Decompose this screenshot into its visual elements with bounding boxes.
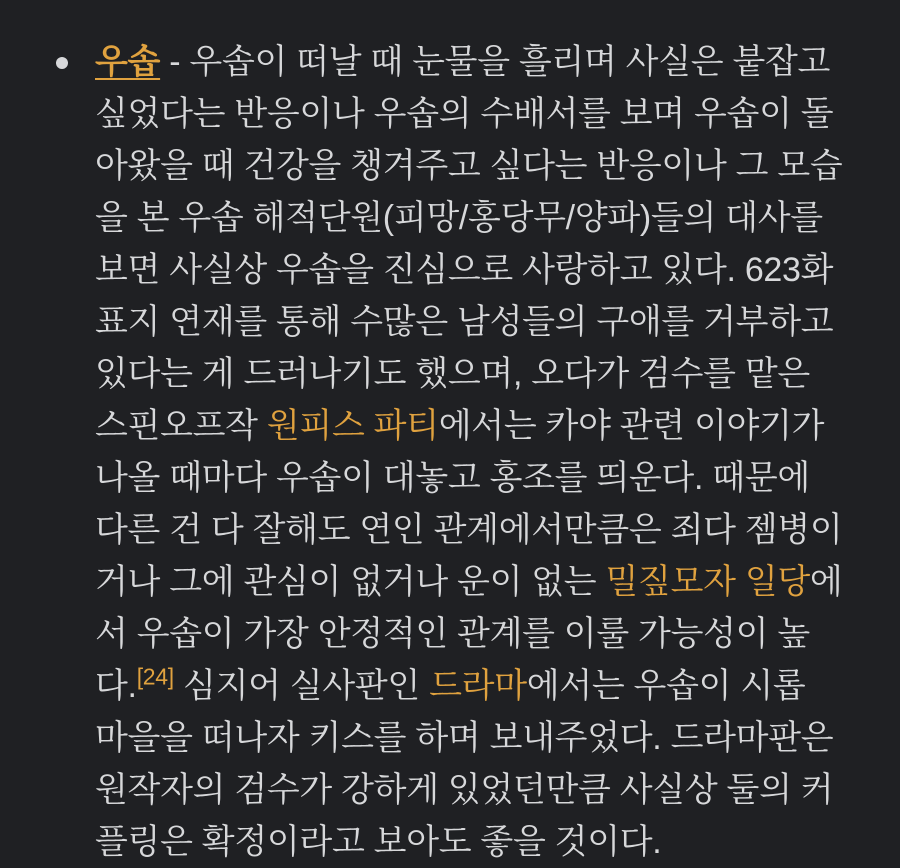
text-run: 에서는 카야 관련 이야기가 나올 때마다 우솝이 대놓고 홍조를 띄운다. 때문에 다른 건 다 잘해도 연인 관계에서만큼은 죄다 젬병이거나 그에 관심이 없거나 운이 없는 <box>95 407 843 601</box>
text-run: 심지어 실사판인 <box>173 667 430 705</box>
text-run: - 우솝이 떠날 때 눈물을 흘리며 사실은 붙잡고 싶었다는 반응이나 우솝의 수배서를 보며 우솝이 돌아왔을 때 건강을 챙겨주고 싶다는 반응이나 그 모습을 본 우솝 해적단원(피망/홍당무/양파)들의 대사를 보면 사실상 우솝을 진심으로 사랑하고 있다. 623화 표지 연재를 통해 수많은 남성들의 구애를 거부하고 있다는 게 드러나기도 했으며, 오다가 검수를 맡은 스핀오프작 <box>95 43 843 445</box>
wiki-link-4[interactable]: 밀짚모자 일당 <box>605 563 810 601</box>
footnote-ref-link[interactable]: [24] <box>136 663 174 690</box>
text-run: 에서는 우솝이 시롭 마을을 떠나자 키스를 하며 보내주었다. 드라마판은 원작자의 검수가 강하게 있었던만큼 사실상 둘의 커플링은 확정이라고 보아도 좋을 것이다. <box>95 667 834 861</box>
text-run: 에서 우솝이 가장 안정적인 관계를 이룰 가능성이 높다. <box>95 563 843 705</box>
list-bullet-icon <box>56 57 68 69</box>
wiki-link-8[interactable]: 드라마 <box>429 667 527 705</box>
wiki-link-0[interactable]: 우솝 <box>95 43 161 81</box>
list-item <box>95 36 847 868</box>
wiki-link-2[interactable]: 원피스 파티 <box>266 407 439 445</box>
footnote-sup <box>137 664 174 690</box>
